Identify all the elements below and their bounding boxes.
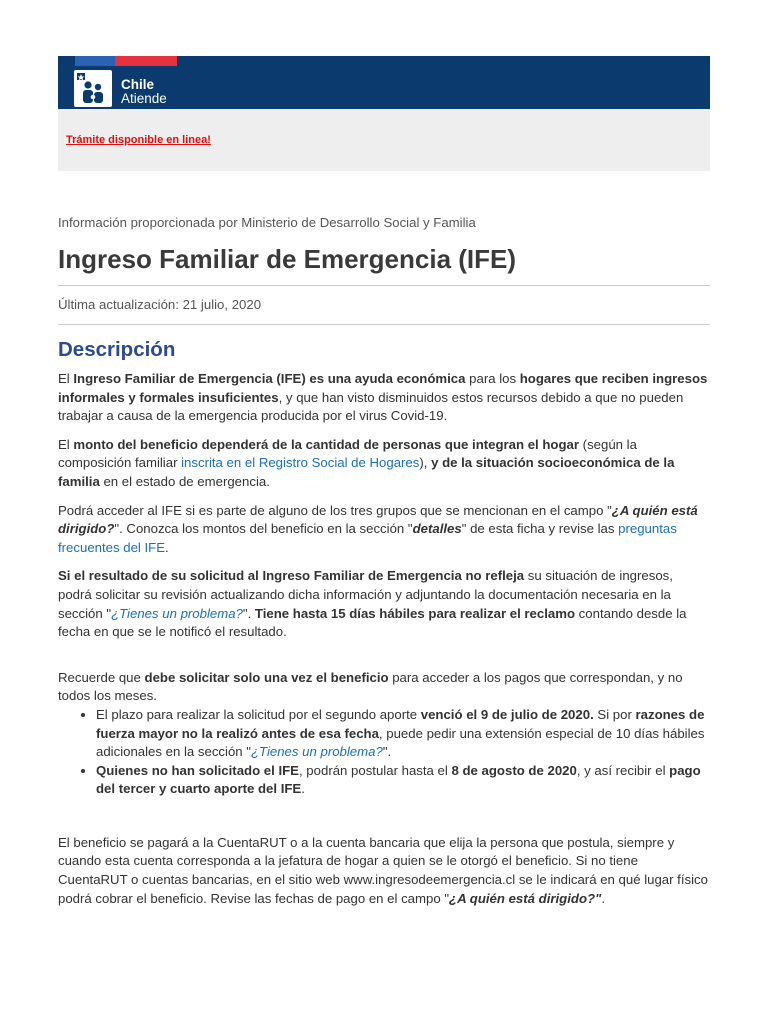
flag-stripe-red <box>115 56 177 66</box>
logo-text[interactable] <box>121 78 167 106</box>
bullet-list <box>58 706 710 799</box>
site-header <box>58 56 710 109</box>
last-updated: Última actualización: 21 julio, 2020 <box>58 297 262 312</box>
logo-line-2: Atiende <box>121 91 167 106</box>
list-item: • El plazo para realizar la solicitud por el segundo aporte venció el 9 de julio de 2020. Si por razones de fuerza mayor no la realizó antes de esa fecha, puede pedir una extensión especial de 10 días hábiles adicionales en la sección "¿Tienes un problema?". <box>96 706 710 762</box>
provider-info: Información proporcionada por Ministerio de Desarrollo Social y Familia <box>58 215 476 230</box>
logo-line-1: Chile <box>121 77 155 92</box>
paragraph-4: Si el resultado de su solicitud al Ingreso Familiar de Emergencia no refleja su situación de ingresos, podrá solicitar su revisión actualizando dicha información y adjuntando la documentación necesaria en la sección "¿Tienes un problema?". Tiene hasta 15 días hábiles para realizar el reclamo contando desde la fecha en que se le notificó el resultado. <box>58 568 687 640</box>
list-item: • Quienes no han solicitado el IFE, podrán postular hasta el 8 de agosto de 2020, y así recibir el pago del tercer y cuarto aporte del IFE. <box>96 762 710 799</box>
main-content <box>58 214 710 908</box>
online-procedure-link[interactable]: Trámite disponible en linea! <box>66 134 211 146</box>
divider <box>58 324 710 325</box>
page-title: Ingreso Familiar de Emergencia (IFE) <box>58 244 517 274</box>
problem-link[interactable]: ¿Tienes un problema? <box>250 744 383 760</box>
chile-atiende-logo-icon[interactable] <box>74 70 112 107</box>
flag-stripe-blue <box>75 56 115 66</box>
paragraph-5: Recuerde que debe solicitar solo una vez el beneficio para acceder a los pagos que correspondan, y no todos los meses. <box>58 669 683 704</box>
paragraph-1: El Ingreso Familiar de Emergencia (IFE) es una ayuda económica para los hogares que reciben ingresos informales y formales insuficientes, y que han visto disminuidos estos recursos debido a que no pueden trabajar a causa de la emergencia producida por el virus Covid-19. <box>58 371 708 424</box>
section-title-descripcion: Descripción <box>58 338 176 361</box>
paragraph-2: El monto del beneficio dependerá de la cantidad de personas que integran el hogar (según la composición familiar inscrita en el Registro Social de Hogares), y de la situación socioeconómica de la familia en el estado de emergencia. <box>58 436 675 489</box>
problem-link[interactable]: ¿Tienes un problema? <box>111 605 243 621</box>
paragraph-6: El beneficio se pagará a la CuentaRUT o a la cuenta bancaria que elija la persona que postula, siempre y cuando esta cuenta corresponda a la jefatura de hogar a quien se le otorgó el beneficio. Si no tiene CuentaRUT o cuentas bancarias, en el sitio web www.ingresodeemergencia.cl se le indicará en qué lugar físico podrá cobrar el beneficio. Revise las fechas de pago en el campo "¿A quién está dirigido?". <box>58 834 708 906</box>
paragraph-3: Podrá acceder al IFE si es parte de alguno de los tres grupos que se mencionan en el campo "¿A quién está dirigido?". Conozca los montos del beneficio en la sección "detalles" de esta ficha y revise las preguntas frecuentes del IFE. <box>58 502 698 555</box>
notice-bar <box>58 109 710 171</box>
registro-social-link[interactable]: inscrita en el Registro Social de Hogares <box>181 455 420 471</box>
faq-link[interactable]: preguntas frecuentes del IFE <box>58 521 677 555</box>
divider <box>58 285 710 286</box>
